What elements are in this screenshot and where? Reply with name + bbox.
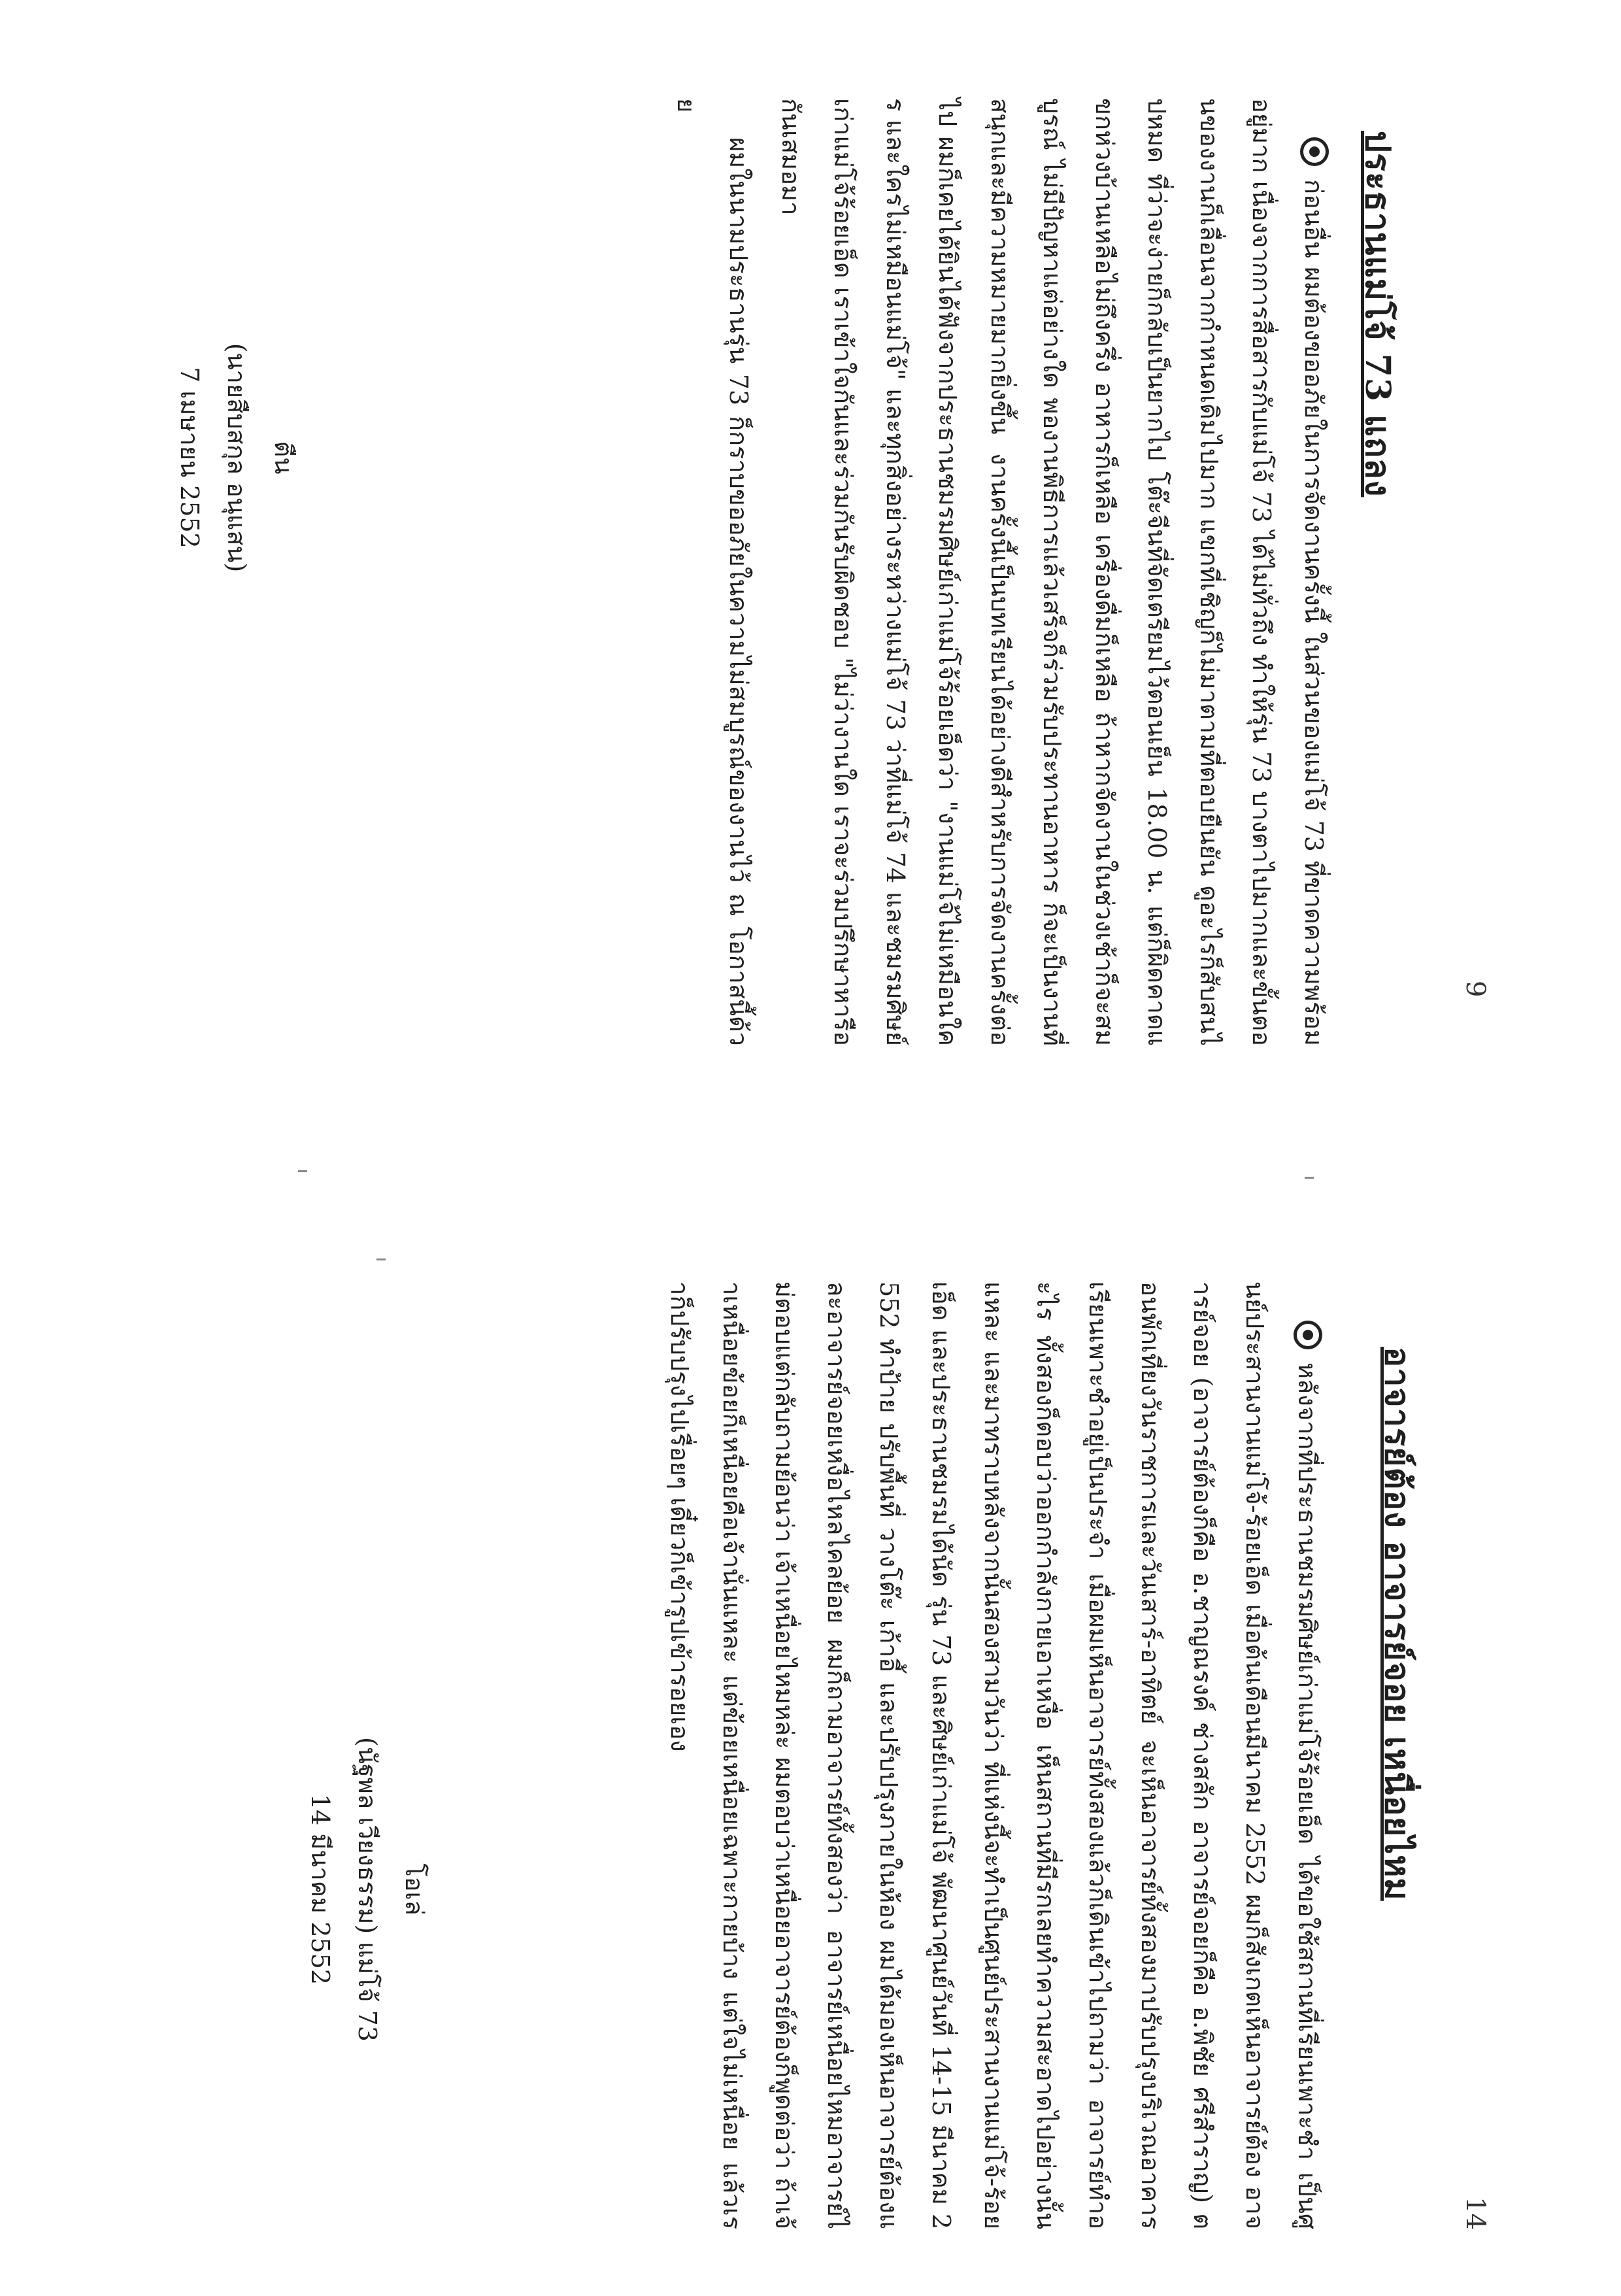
signer: โอเล่	[400, 1863, 429, 1916]
page-number: 9	[1460, 981, 1490, 998]
paragraph: ผมในนามประธานรุ่น 73 ก็กราบขออภัยในความไม่สมบูรณ์ของงานไว้ ณ โอกาสนี้ด้วย	[672, 98, 753, 1046]
paragraph-text: ก่อนอื่น ผมต้องขออภัยในการจัดงานครั้งนี้ ในส่วนของแม่โจ้ 73 ที่ขาดความพร้อมอยู่มาก เนื่องจากการสื่อสารกับแม่โจ้ 73 ได้ไม่ทั่วถึง ทำให้รุ่น 73 บางตาไปมากและขั้นตอนของงานก็เลื่อนจากกำหนดเดิมไปมาก แขกที่เชิญก็ไม่มาตามที่ตอบยืนยัน ดูอะไรก็สับสนไปหมด ที่ว่าจะง่ายก็กลับเป็นยากไป โต๊ะจีนที่จัดเตรียมไว้ตอนเย็น 18.00 น. แต่ก็ผิดคาดแขกห่วงบ้านเหลือไม่ถึงครึ่ง อาหารก็เหลือ เครื่องดื่มก็เหลือ ถ้าหากจัดงานในช่วงเช้าก็จะสมบูรณ์ ไม่มีปัญหาแต่อย่างใด พองานพิธีการแล้วเสร็จก็ร่วมรับประทานอาหาร ก็จะเป็นงานที่สนุกและมีความหมายมากยิ่งขึ้น งานครั้งนี้เป็นบทเรียนได้อย่างดีสำหรับการจัดงานครั้งต่อไป ผมก็เคยได้ยินได้ฟังจากประธานชมรมศิษย์เก่าแม่โจ้ร้อยเอ็ดว่า "งานแม่โจ้ไม่เหมือนใคร และใครไม่เหมือนแม่โจ้" และทุกสิ่งอย่างระหว่างแม่โจ้ 73 ว่าที่แม่โจ้ 74 และชมรมศิษย์เก่าแม่โจ้ร้อยเอ็ด เราเข้าใจกันและร่วมกันรับผิดชอบ "ไม่ว่างานใด เราจะร่วมปรึกษาหารือกันเสมอมา	[777, 98, 1328, 1046]
left-page	[0, 0, 1621, 1111]
paragraph	[765, 98, 1340, 1046]
signature-block	[297, 1661, 438, 2118]
bullet-icon	[1294, 1321, 1322, 1349]
signer: ตืน	[269, 441, 298, 475]
paragraph	[654, 1281, 1333, 2229]
right-page	[0, 1151, 1621, 2296]
article-body	[660, 98, 1340, 1046]
signer-name: (นายสืบสกุล อนุแสน)	[222, 343, 251, 573]
scan-speck	[376, 1258, 386, 1260]
signature-date: 7 เมษายน 2552	[175, 367, 204, 549]
page-title: อาจารย์ต้อง อาจารย์จอย เหนื่อยไหม	[1377, 1347, 1417, 1901]
scan-speck	[1305, 1177, 1314, 1179]
page-number: 14	[1460, 2197, 1490, 2230]
article-body	[654, 1281, 1333, 2229]
paragraph-text: หลังจากที่ประธานชมรมศิษย์เก่าแม่โจ้ร้อยเอ็ด ได้ขอใช้สถานที่เรียนเพาะชำ เป็นศูนย์ประสานงานแม่โจ้-ร้อยเอ็ด เมื่อต้นเดือนมีนาคม 2552 ผมก็สังเกตเห็นอาจารย์ต้อง อาจารย์จอย (อาจารย์ต้องก็คือ อ.ชาญณรงค์ ช่างสลัก อาจารย์จอยก็คือ อ.พิชัย ศรีสำราญ) ตอนพักเที่ยงวันราชการและวันเสาร์-อาทิตย์ จะเห็นอาจารย์ทั้งสองมาปรับปรุงบริเวณอาคารเรียนเพาะชำอยู่เป็นประจำ เมื่อผมเห็นอาจารย์ทั้งสองแล้วก็เดินเข้าไปถามว่า อาจารย์ทำอะไร ทั้งสองก็ตอบว่าออกกำลังกายเอาเหงื่อ เห็นสถานที่มีรกเลยทำความสะอาดไปอย่างนั้นแหละ และมาทราบหลังจากนั้นสองสามวันว่า ที่แห่งนี้จะทำเป็นศูนย์ประสานงานแม่โจ้-ร้อยเอ็ด และประธานชมรมได้นัด รุ่น 73 และศิษย์เก่าแม่โจ้ พัฒนาศูนย์วันที่ 14-15 มีนาคม 2552 ทำป้าย ปรับพื้นที่ วางโต๊ะ เก้าอี้ และปรับปรุงภายในห้อง ผมได้มองเห็นอาจารย์ต้องและอาจารย์จอยเหงื่อไหลไคลย้อย ผมก็ถามอาจารย์ทั้งสองว่า อาจารย์เหนื่อยไหมอาจารย์ไม่ตอบแต่กลับถามย้อนว่า เจ้าเหนื่อยไหมหล่ะ ผมตอบว่าเหนื่อยอาจารย์ต้องก็พูดต่อว่า ถ้าเจ้าเหนื่อยข้อยก็เหนื่อยคือเจ้านั่นแหละ แต่ข้อยเหนื่อยเฉพาะกายบ้าง แต่ใจไม่เหนื่อย แล้วเราก็ปรับปรุงไปเรื่อยๆ เดี๋ยวก็เข้ารูปเข้ารอยเอง	[665, 1281, 1322, 2229]
bullet-icon	[1300, 137, 1329, 166]
signature-date: 14 มีนาคม 2552	[306, 1793, 335, 1985]
page-title: ประธานแม่โจ้ 73 แถลง	[1358, 131, 1397, 498]
signer-name: (นัฐพล เวียงธรรม) แม่โจ้ 73	[353, 1737, 382, 2042]
signature-block	[166, 262, 307, 654]
scan-speck	[298, 1170, 307, 1172]
